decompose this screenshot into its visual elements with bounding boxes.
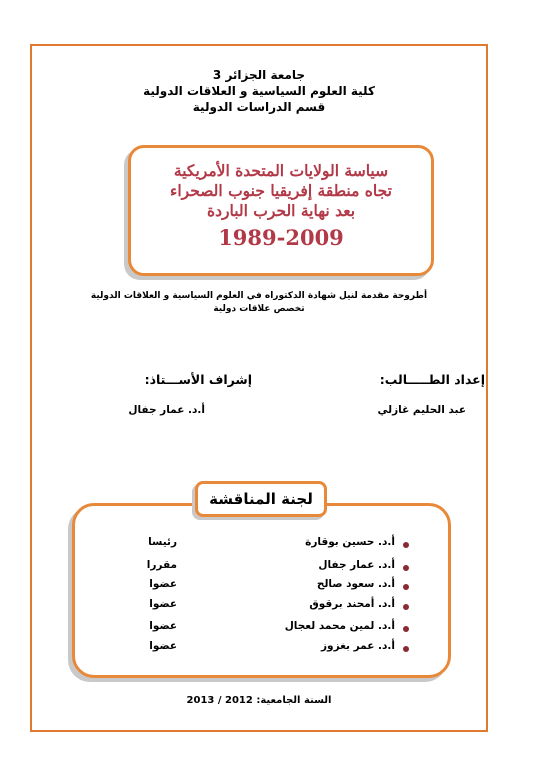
- member-name: أ.د. أمحند برقوق: [309, 598, 395, 610]
- committee-member-row: [72, 578, 451, 598]
- department-name: قسم الدراسات الدولية: [192, 100, 326, 114]
- bullet-icon: [403, 565, 409, 571]
- thesis-description: أطروحة مقدمة لنيل شهادة الدكتوراه في العلوم السياسية و العلاقات الدولية: [90, 291, 428, 301]
- committee-member-row: [72, 598, 451, 618]
- bullet-icon: [403, 646, 409, 652]
- academic-year: السنة الجامعية: 2012 / 2013: [186, 695, 332, 706]
- thesis-title-line-3: بعد نهاية الحرب الباردة: [206, 201, 356, 220]
- thesis-title-line-2: تجاه منطقة إفريقيا جنوب الصحراء: [170, 181, 392, 200]
- member-role: عضوا: [149, 598, 177, 610]
- supervisor-name: أ.د. عمار جفال: [128, 404, 205, 416]
- thesis-specialization: تخصص علاقات دولية: [213, 304, 305, 314]
- bullet-icon: [403, 626, 409, 632]
- member-role: عضوا: [149, 578, 177, 590]
- member-name: أ.د. سعود صالح: [316, 578, 395, 590]
- member-role: رئيسا: [148, 536, 177, 548]
- thesis-title-box: [128, 145, 434, 276]
- supervisor-label: إشراف الأســـتاذ:: [144, 372, 252, 387]
- member-role: عضوا: [149, 620, 177, 632]
- student-name: عبد الحليم غازلي: [377, 404, 466, 416]
- committee-member-row: [72, 640, 451, 660]
- member-name: أ.د. عمار جفال: [318, 559, 395, 571]
- thesis-years: 1989-2009: [218, 225, 344, 250]
- member-name: أ.د. حسين بوقارة: [305, 536, 395, 548]
- member-name: أ.د. لمين محمد لعجال: [284, 620, 395, 632]
- committee-member-row: [72, 620, 451, 640]
- member-name: أ.د. عمر بغزوز: [321, 640, 395, 652]
- committee-title: لجنة المناقشة: [195, 481, 327, 517]
- faculty-name: كلية العلوم السياسية و العلاقات الدولية: [143, 84, 375, 98]
- member-role: مقررا: [146, 559, 177, 571]
- bullet-icon: [403, 542, 409, 548]
- university-name: جامعة الجزائر 3: [212, 68, 306, 82]
- member-role: عضوا: [149, 640, 177, 652]
- bullet-icon: [403, 584, 409, 590]
- committee-member-row: [72, 536, 451, 556]
- bullet-icon: [403, 604, 409, 610]
- student-label: إعداد الطـــــالب:: [379, 372, 485, 387]
- thesis-title-line-1: سياسة الولايات المتحدة الأمريكية: [173, 161, 389, 180]
- committee-member-row: [72, 559, 451, 579]
